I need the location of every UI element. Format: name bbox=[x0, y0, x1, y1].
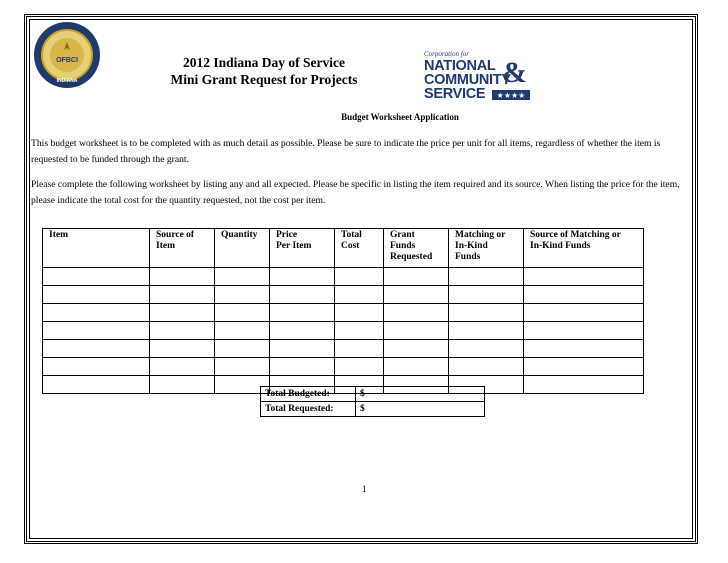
table-row bbox=[43, 322, 644, 340]
column-header-line: Item bbox=[156, 241, 175, 251]
total-requested-label: Total Requested: bbox=[261, 402, 356, 417]
table-cell[interactable] bbox=[270, 268, 335, 286]
table-cell[interactable] bbox=[524, 376, 644, 394]
table-cell[interactable] bbox=[270, 286, 335, 304]
worksheet-subtitle: Budget Worksheet Application bbox=[341, 112, 459, 122]
table-cell[interactable] bbox=[150, 340, 215, 358]
table-cell[interactable] bbox=[43, 304, 150, 322]
table-cell[interactable] bbox=[335, 286, 384, 304]
totals-table bbox=[260, 386, 485, 417]
table-cell[interactable] bbox=[43, 268, 150, 286]
table-cell[interactable] bbox=[449, 340, 524, 358]
column-header bbox=[524, 229, 644, 268]
table-cell[interactable] bbox=[449, 268, 524, 286]
table-row bbox=[43, 340, 644, 358]
column-header-line: Item bbox=[49, 230, 68, 240]
table-cell[interactable] bbox=[524, 322, 644, 340]
table-cell[interactable] bbox=[270, 322, 335, 340]
table-cell[interactable] bbox=[215, 322, 270, 340]
cncs-logo-line2: COMMUNITY bbox=[424, 72, 511, 88]
table-header-row bbox=[43, 229, 644, 268]
table-cell[interactable] bbox=[524, 286, 644, 304]
total-budgeted-row bbox=[261, 387, 485, 402]
table-cell[interactable] bbox=[335, 358, 384, 376]
column-header-line: Price bbox=[276, 230, 298, 240]
column-header bbox=[270, 229, 335, 268]
column-header bbox=[215, 229, 270, 268]
table-row bbox=[43, 268, 644, 286]
column-header bbox=[384, 229, 449, 268]
cncs-logo-amp: & bbox=[502, 56, 527, 89]
table-cell[interactable] bbox=[335, 304, 384, 322]
title-line-1: 2012 Indiana Day of Service bbox=[183, 55, 345, 70]
table-cell[interactable] bbox=[384, 268, 449, 286]
column-header-line: Cost bbox=[341, 241, 360, 251]
column-header-line: Per Item bbox=[276, 241, 312, 251]
column-header bbox=[150, 229, 215, 268]
table-cell[interactable] bbox=[449, 286, 524, 304]
column-header-line: Requested bbox=[390, 252, 433, 262]
table-cell[interactable] bbox=[384, 358, 449, 376]
table-cell[interactable] bbox=[270, 358, 335, 376]
table-cell[interactable] bbox=[524, 358, 644, 376]
seal-bottom-text: INDIANA bbox=[56, 78, 78, 84]
column-header-line: Quantity bbox=[221, 230, 258, 240]
table-cell[interactable] bbox=[524, 304, 644, 322]
column-header-line: Funds bbox=[390, 241, 416, 251]
table-row bbox=[43, 304, 644, 322]
column-header-line: Total bbox=[341, 230, 362, 240]
table-row bbox=[43, 358, 644, 376]
column-header-line: Grant bbox=[390, 230, 415, 240]
table-cell[interactable] bbox=[335, 268, 384, 286]
column-header-line: Source of Matching or bbox=[530, 230, 621, 240]
table-cell[interactable] bbox=[43, 340, 150, 358]
table-cell[interactable] bbox=[449, 304, 524, 322]
table-cell[interactable] bbox=[384, 322, 449, 340]
budget-worksheet-table bbox=[42, 228, 644, 394]
page-number: 1 bbox=[362, 484, 367, 494]
table-cell[interactable] bbox=[150, 358, 215, 376]
table-cell[interactable] bbox=[150, 304, 215, 322]
table-cell[interactable] bbox=[384, 304, 449, 322]
svg-text:★★★★: ★★★★ bbox=[496, 91, 526, 100]
column-header-line: In-Kind Funds bbox=[530, 241, 591, 251]
table-cell[interactable] bbox=[524, 268, 644, 286]
total-budgeted-label: Total Budgeted: bbox=[261, 387, 356, 402]
cncs-logo-icon bbox=[420, 50, 530, 106]
table-cell[interactable] bbox=[215, 304, 270, 322]
table-cell[interactable] bbox=[384, 340, 449, 358]
table-cell[interactable] bbox=[215, 268, 270, 286]
column-header-line: Funds bbox=[455, 252, 481, 262]
table-cell[interactable] bbox=[150, 286, 215, 304]
column-header-line: Source of bbox=[156, 230, 195, 240]
column-header-line: Matching or bbox=[455, 230, 506, 240]
total-budgeted-value[interactable]: $ bbox=[356, 387, 485, 402]
column-header bbox=[43, 229, 150, 268]
table-cell[interactable] bbox=[215, 340, 270, 358]
table-cell[interactable] bbox=[384, 286, 449, 304]
table-cell[interactable] bbox=[43, 358, 150, 376]
table-row bbox=[43, 286, 644, 304]
table-cell[interactable] bbox=[270, 304, 335, 322]
table-cell[interactable] bbox=[150, 376, 215, 394]
instructions-paragraph-2: Please complete the following worksheet by listing any and all expected. Please be specific in listing the item required and its source. When listing the price for the item, please indicate the total cost for the quantity requested, not the cost per item. bbox=[31, 179, 680, 206]
table-cell[interactable] bbox=[215, 358, 270, 376]
cncs-logo-line3: SERVICE bbox=[424, 86, 486, 102]
table-cell[interactable] bbox=[449, 358, 524, 376]
table-cell[interactable] bbox=[215, 286, 270, 304]
table-cell[interactable] bbox=[524, 340, 644, 358]
table-cell[interactable] bbox=[335, 340, 384, 358]
table-cell[interactable] bbox=[449, 322, 524, 340]
total-requested-value[interactable]: $ bbox=[356, 402, 485, 417]
table-cell[interactable] bbox=[335, 322, 384, 340]
table-cell[interactable] bbox=[150, 322, 215, 340]
title-line-2: Mini Grant Request for Projects bbox=[170, 72, 358, 87]
total-requested-row bbox=[261, 402, 485, 417]
table-cell[interactable] bbox=[150, 268, 215, 286]
table-cell[interactable] bbox=[43, 286, 150, 304]
cncs-logo-line1: NATIONAL bbox=[424, 58, 496, 74]
seal-center-text: OFBCI bbox=[56, 57, 78, 64]
column-header bbox=[449, 229, 524, 268]
ofbci-seal-icon bbox=[32, 20, 102, 90]
column-header-line: In-Kind bbox=[455, 241, 488, 251]
cncs-logo-flag-icon bbox=[492, 90, 530, 100]
column-header bbox=[335, 229, 384, 268]
cncs-logo-small-text: Corporation for bbox=[424, 50, 469, 58]
table-cell[interactable] bbox=[43, 322, 150, 340]
document-title bbox=[150, 54, 378, 88]
instructions-paragraph-1: This budget worksheet is to be completed with as much detail as possible. Please be sure to indicate the price per unit for all items, regardless of whether the item is requested to be funded through the grant. bbox=[31, 138, 661, 165]
table-cell[interactable] bbox=[270, 340, 335, 358]
table-cell[interactable] bbox=[43, 376, 150, 394]
